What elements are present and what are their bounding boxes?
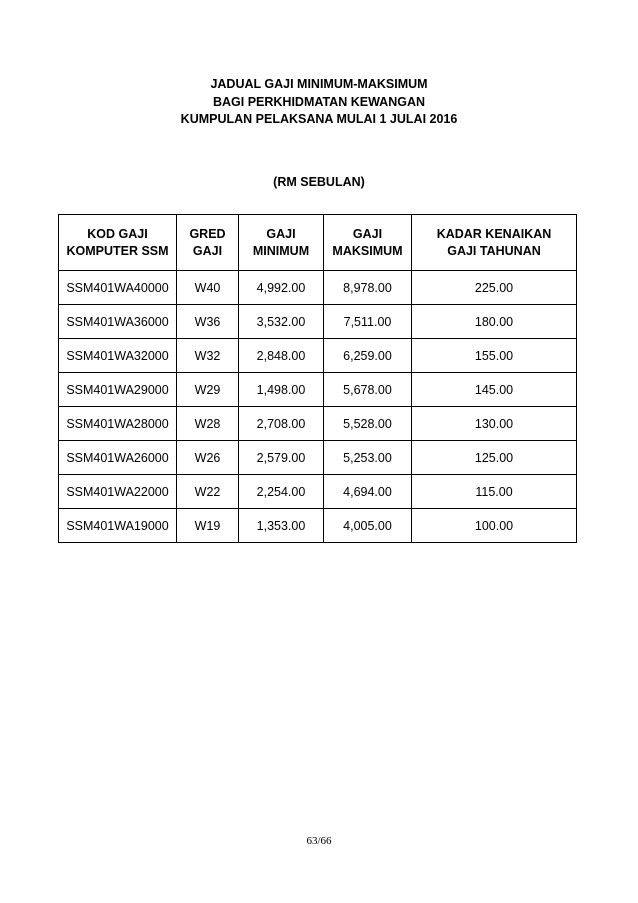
cell-gaji-minimum: 2,254.00 (239, 475, 324, 509)
cell-gaji-minimum: 1,353.00 (239, 509, 324, 543)
cell-gaji-minimum: 2,579.00 (239, 441, 324, 475)
cell-gred: W36 (177, 305, 239, 339)
cell-kadar-kenaikan: 125.00 (412, 441, 577, 475)
cell-gaji-minimum: 4,992.00 (239, 271, 324, 305)
header-text: GAJI TAHUNAN (447, 243, 541, 258)
header-kadar-kenaikan (412, 215, 577, 271)
table-row (59, 305, 577, 339)
cell-kadar-kenaikan: 180.00 (412, 305, 577, 339)
header-gaji-maksimum (324, 215, 412, 271)
table-row (59, 339, 577, 373)
title-line-2: BAGI PERKHIDMATAN KEWANGAN (212, 94, 426, 109)
unit-note: (RM SEBULAN) (273, 175, 365, 189)
cell-kod-gaji: SSM401WA28000 (59, 407, 177, 441)
cell-gaji-maksimum: 4,005.00 (324, 509, 412, 543)
cell-gaji-maksimum: 5,678.00 (324, 373, 412, 407)
table-row (59, 441, 577, 475)
title-line-3: KUMPULAN PELAKSANA MULAI 1 JULAI 2016 (180, 112, 458, 126)
table-row (59, 407, 577, 441)
cell-gaji-maksimum: 5,528.00 (324, 407, 412, 441)
cell-kadar-kenaikan: 115.00 (412, 475, 577, 509)
cell-kadar-kenaikan: 100.00 (412, 509, 577, 543)
table-row (59, 271, 577, 305)
cell-kod-gaji: SSM401WA19000 (59, 509, 177, 543)
table-row (59, 509, 577, 543)
table-row (59, 475, 577, 509)
cell-gaji-maksimum: 4,694.00 (324, 475, 412, 509)
cell-gaji-maksimum: 7,511.00 (324, 305, 412, 339)
header-text: MAKSIMUM (332, 243, 403, 258)
cell-kod-gaji: SSM401WA26000 (59, 441, 177, 475)
cell-kadar-kenaikan: 225.00 (412, 271, 577, 305)
header-text: MINIMUM (252, 243, 310, 258)
header-text: GAJI (352, 226, 383, 241)
header-text: GAJI (266, 226, 296, 241)
header-text: KOD GAJI (87, 226, 148, 241)
cell-kadar-kenaikan: 145.00 (412, 373, 577, 407)
cell-gred: W32 (177, 339, 239, 373)
header-text: KOMPUTER SSM (66, 243, 169, 258)
cell-kod-gaji: SSM401WA40000 (59, 271, 177, 305)
page-number: 63/66 (306, 835, 332, 847)
cell-kod-gaji: SSM401WA22000 (59, 475, 177, 509)
cell-gaji-maksimum: 5,253.00 (324, 441, 412, 475)
salary-table (58, 214, 577, 543)
cell-gaji-maksimum: 8,978.00 (324, 271, 412, 305)
cell-kod-gaji: SSM401WA29000 (59, 373, 177, 407)
cell-gred: W19 (177, 509, 239, 543)
header-text: KADAR KENAIKAN (436, 226, 552, 241)
cell-gaji-minimum: 3,532.00 (239, 305, 324, 339)
cell-gaji-minimum: 2,848.00 (239, 339, 324, 373)
cell-gred: W29 (177, 373, 239, 407)
cell-kadar-kenaikan: 155.00 (412, 339, 577, 373)
header-gred (177, 215, 239, 271)
cell-gaji-minimum: 1,498.00 (239, 373, 324, 407)
header-text: GRED (189, 226, 226, 241)
document-title (0, 76, 638, 129)
title-line-1: JADUAL GAJI MINIMUM-MAKSIMUM (210, 77, 428, 91)
cell-gaji-minimum: 2,708.00 (239, 407, 324, 441)
header-text: GAJI (192, 243, 223, 258)
cell-gred: W26 (177, 441, 239, 475)
cell-kod-gaji: SSM401WA36000 (59, 305, 177, 339)
cell-gred: W28 (177, 407, 239, 441)
table-header-row (59, 215, 577, 271)
cell-kadar-kenaikan: 130.00 (412, 407, 577, 441)
table-row (59, 373, 577, 407)
cell-kod-gaji: SSM401WA32000 (59, 339, 177, 373)
cell-gred: W40 (177, 271, 239, 305)
cell-gaji-maksimum: 6,259.00 (324, 339, 412, 373)
cell-gred: W22 (177, 475, 239, 509)
header-gaji-minimum (239, 215, 324, 271)
header-kod-gaji (59, 215, 177, 271)
